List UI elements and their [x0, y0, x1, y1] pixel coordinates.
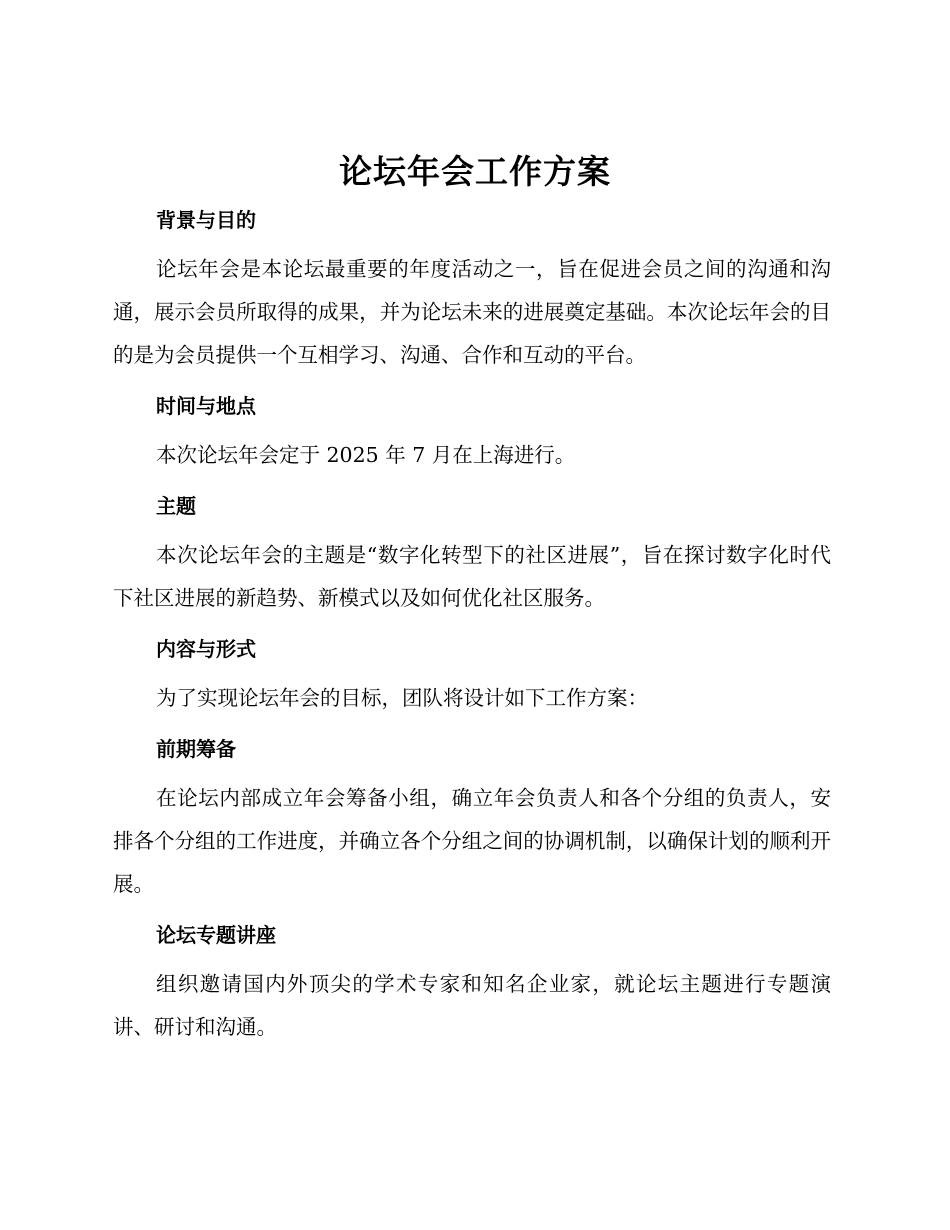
section-paragraph-preparation: 在论坛内部成立年会筹备小组，确立年会负责人和各个分组的负责人，安排各个分组的工作进度，并确立各个分组之间的协调机制，以确保计划的顺利开展。 — [113, 786, 831, 896]
section-paragraph-background: 论坛年会是本论坛最重要的年度活动之一，旨在促进会员之间的沟通和沟通，展示会员所取得的成果，并为论坛未来的进展奠定基础。本次论坛年会的目的是为会员提供一个互相学习、沟通、合作和互动的平台。 — [113, 257, 831, 367]
document-body — [113, 203, 831, 1049]
section-heading-background: 背景与目的 — [156, 208, 256, 232]
document-title: 论坛年会工作方案 — [339, 152, 611, 191]
section-heading-lectures: 论坛专题讲座 — [156, 923, 276, 947]
section-heading-theme: 主题 — [156, 494, 196, 518]
section-paragraph-time-place: 本次论坛年会定于 2025 年 7 月在上海进行。 — [156, 443, 576, 467]
section-paragraph-theme: 本次论坛年会的主题是“数字化转型下的社区进展”，旨在探讨数字化时代下社区进展的新趋势、新模式以及如何优化社区服务。 — [113, 543, 831, 610]
section-paragraph-content-form: 为了实现论坛年会的目标，团队将设计如下工作方案： — [156, 686, 648, 710]
section-heading-content-form: 内容与形式 — [156, 637, 256, 661]
section-paragraph-lectures: 组织邀请国内外顶尖的学术专家和知名企业家，就论坛主题进行专题演讲、研讨和沟通。 — [113, 972, 831, 1039]
section-heading-time-place: 时间与地点 — [156, 394, 256, 418]
section-heading-preparation: 前期筹备 — [156, 737, 236, 761]
